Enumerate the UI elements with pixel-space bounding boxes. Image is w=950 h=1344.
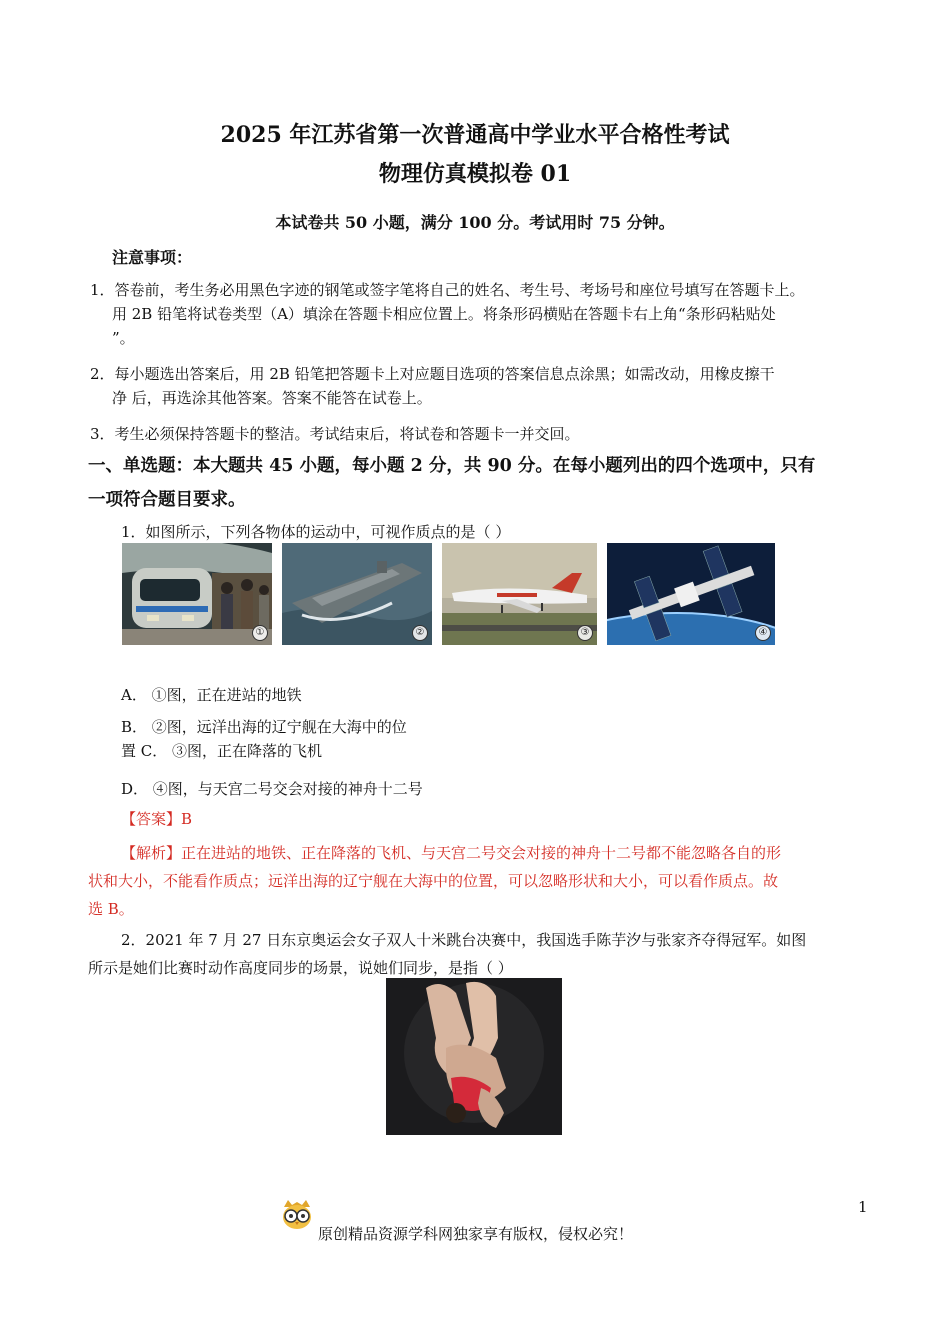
section-heading-line1: 一、单选题：本大题共 45 小题，每小题 2 分，共 90 分。在每小题列出的四个选项中，只有	[88, 456, 816, 476]
exam-summary: 本试卷共 50 小题，满分 100 分。考试用时 75 分钟。	[275, 213, 675, 232]
analysis-text-1: 正在进站的地铁、正在降落的飞机、与天宫二号交会对接的神舟十二号都不能忽略各自的形	[181, 844, 782, 862]
section-heading-line2: 一项符合题目要求。	[88, 490, 246, 510]
q1-stem: 1．如图所示，下列各物体的运动中，可视作质点的是（ ）	[121, 523, 511, 541]
q2-stem-line2: 所示是她们比赛时动作高度同步的场景，说她们同步，是指（ ）	[88, 959, 513, 977]
q1-option-a: A． ①图，正在进站的地铁	[121, 686, 302, 704]
synchronized-divers-image	[386, 978, 562, 1135]
note-1-line1: 1．答卷前，考生务必用黑色字迹的钢笔或签字笔将自己的姓名、考生号、考场号和座位号填写在答题卡上。	[90, 281, 805, 299]
landing-airplane-image	[442, 543, 597, 645]
page-number: 1	[858, 1198, 868, 1216]
q1-analysis-line3: 选 B。	[88, 900, 134, 918]
q1-option-d: D． ④图，与天宫二号交会对接的神舟十二号	[121, 780, 423, 798]
answer-tag: 【答案】	[121, 810, 182, 828]
q1-answer	[121, 806, 192, 832]
subway-train-image	[122, 543, 272, 645]
image-label-2: ②	[412, 625, 428, 641]
q2-stem-line1: 2．2021 年 7 月 27 日东京奥运会女子双人十米跳台决赛中，我国选手陈芋汐与张家齐夺得冠军。如图	[121, 931, 807, 949]
q1-option-b-line1: B． ②图，远洋出海的辽宁舰在大海中的位	[121, 718, 407, 736]
copyright-notice: 原创精品资源学科网独家享有版权，侵权必究！	[318, 1225, 634, 1243]
exam-title-line1: 2025 年江苏省第一次普通高中学业水平合格性考试	[220, 122, 730, 148]
image-label-4: ④	[755, 625, 771, 641]
q1-analysis-line2: 状和大小，不能看作质点；远洋出海的辽宁舰在大海中的位置，可以忽略形状和大小，可以看作质点。故	[88, 872, 779, 890]
note-2-line1: 2．每小题选出答案后，用 2B 铅笔把答题卡上对应题目选项的答案信息点涂黑；如需改动，用橡皮擦干	[90, 365, 775, 383]
image-label-3: ③	[577, 625, 593, 641]
answer-value: B	[181, 810, 193, 828]
note-3: 3．考生必须保持答题卡的整洁。考试结束后，将试卷和答题卡一并交回。	[90, 425, 580, 443]
notes-heading: 注意事项：	[112, 248, 193, 267]
analysis-tag: 【解析】	[121, 844, 182, 862]
note-2-line2: 净 后，再选涂其他答案。答案不能答在试卷上。	[112, 389, 432, 407]
q1-analysis-line1	[121, 840, 781, 866]
note-1-line2: 用 2B 铅笔将试卷类型（A）填涂在答题卡相应位置上。将条形码横贴在答题卡右上角“条形码粘贴处	[112, 305, 776, 323]
aircraft-carrier-image	[282, 543, 432, 645]
space-station-image	[607, 543, 775, 645]
q1-option-b-c-line: 置 C． ③图，正在降落的飞机	[121, 742, 323, 760]
note-1-line3: ”。	[112, 329, 135, 347]
mascot-owl-logo-icon	[280, 1197, 314, 1231]
exam-title-line2: 物理仿真模拟卷 01	[378, 161, 572, 187]
image-label-1: ①	[252, 625, 268, 641]
